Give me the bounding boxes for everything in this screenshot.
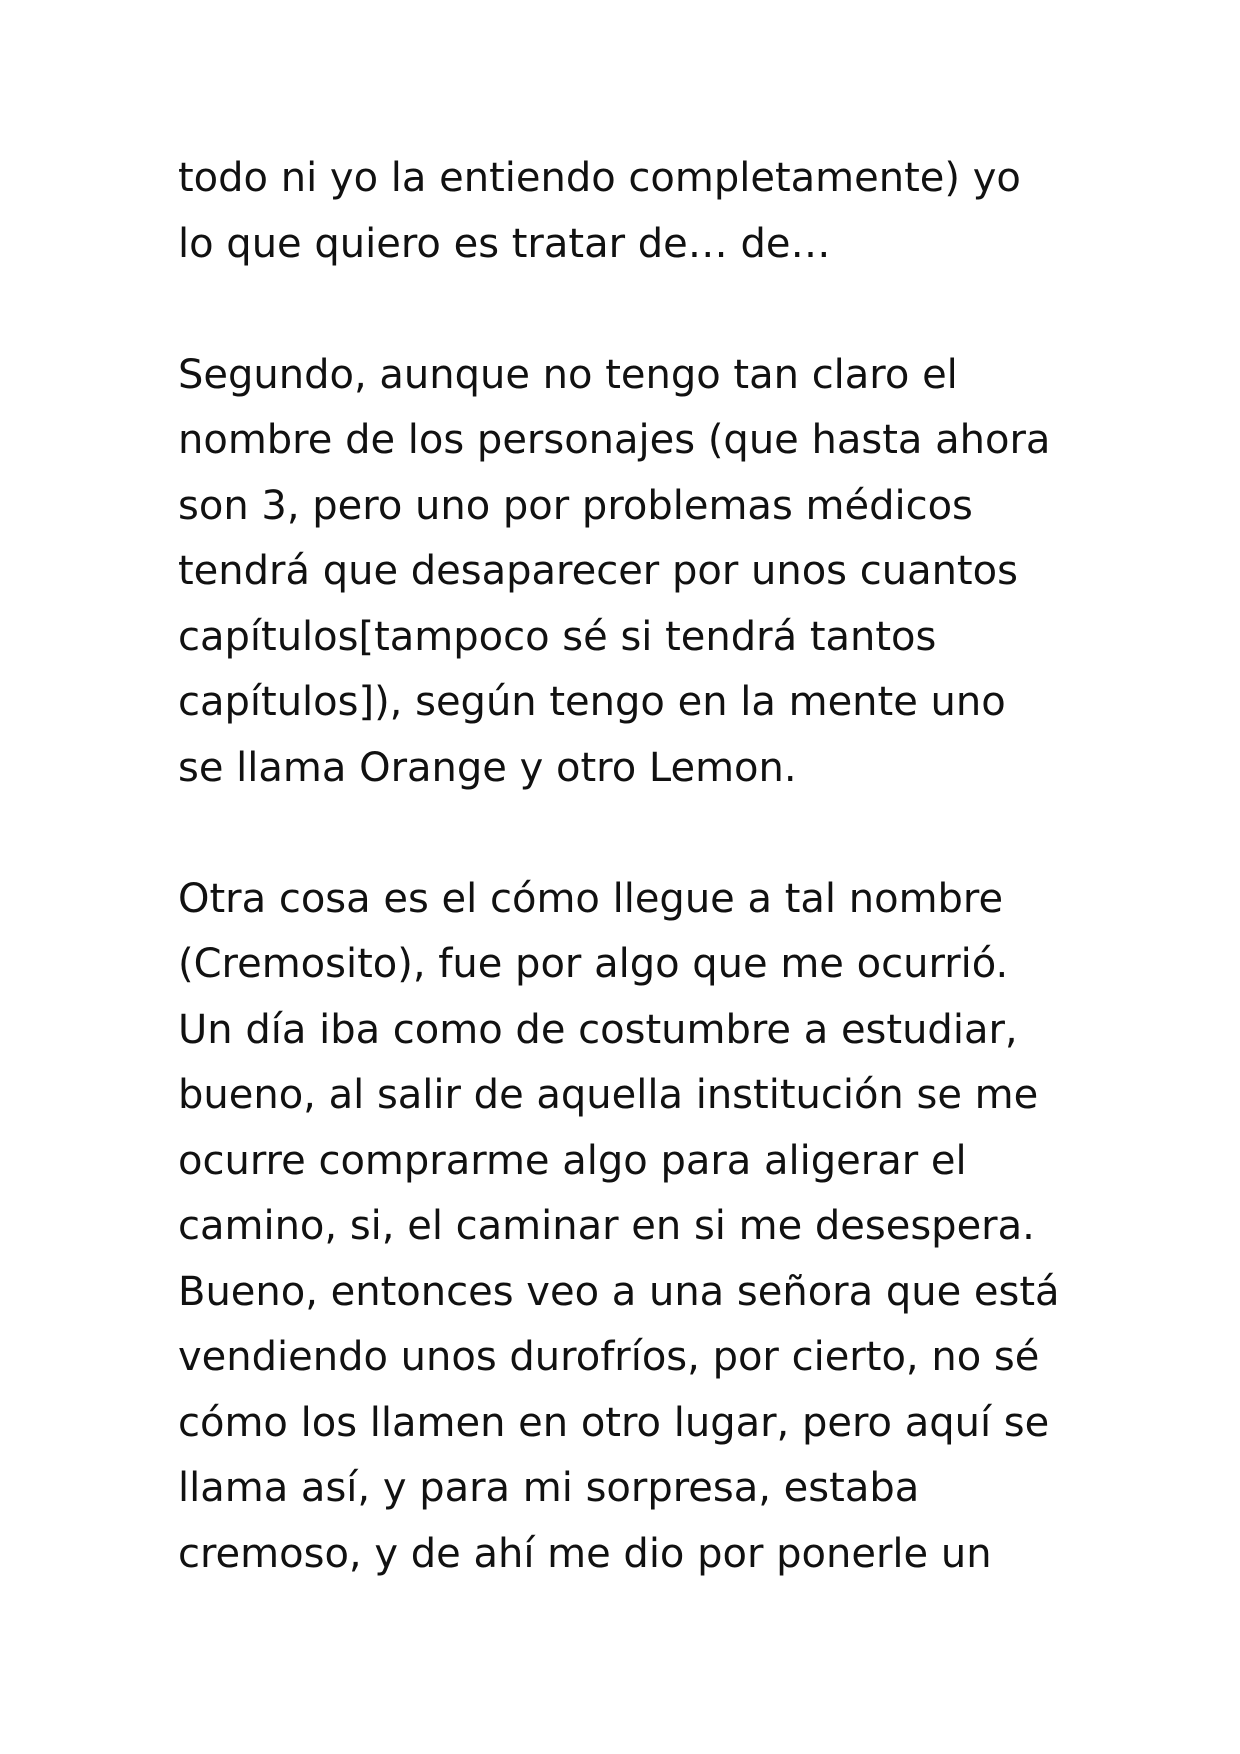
text-line: lo que quiero es tratar de… de… (178, 220, 831, 267)
text-line: vendiendo unos durofríos, por cierto, no sé (178, 1334, 1040, 1380)
text-line: capítulos[tampoco sé si tendrá tantos (178, 613, 937, 660)
document-body (178, 146, 1098, 1587)
text-line: tendrá que desaparecer por unos cuantos (178, 548, 1018, 594)
paragraph-1 (178, 146, 1098, 277)
text-line: Bueno, entonces veo a una señora que está (178, 1268, 1060, 1315)
paragraph-gap (178, 277, 1098, 343)
text-line: son 3, pero uno por problemas médicos (178, 482, 973, 529)
text-line: Un día iba como de costumbre a estudiar, (178, 1006, 1018, 1053)
text-line: (Cremosito), fue por algo que me ocurrió. (178, 941, 1009, 987)
text-line: todo ni yo la entiendo completamente) yo (178, 155, 1021, 201)
text-line: camino, si, el caminar en si me desespera. (178, 1203, 1035, 1249)
text-line: capítulos]), según tengo en la mente uno (178, 679, 1006, 725)
text-line: llama así, y para mi sorpresa, estaba (178, 1465, 920, 1511)
text-line: Segundo, aunque no tengo tan claro el (178, 351, 958, 398)
text-line: se llama Orange y otro Lemon. (178, 744, 797, 791)
paragraph-3 (178, 867, 1098, 1588)
text-line: cómo los llamen en otro lugar, pero aquí se (178, 1399, 1050, 1446)
paragraph-2 (178, 343, 1098, 802)
text-line: cremoso, y de ahí me dio por ponerle un (178, 1530, 992, 1577)
text-line: nombre de los personajes (que hasta ahora (178, 417, 1051, 463)
text-line: ocurre comprarme algo para aligerar el (178, 1137, 967, 1184)
paragraph-gap (178, 801, 1098, 867)
text-line: bueno, al salir de aquella institución se me (178, 1072, 1039, 1118)
text-line: Otra cosa es el cómo llegue a tal nombre (178, 875, 1004, 922)
